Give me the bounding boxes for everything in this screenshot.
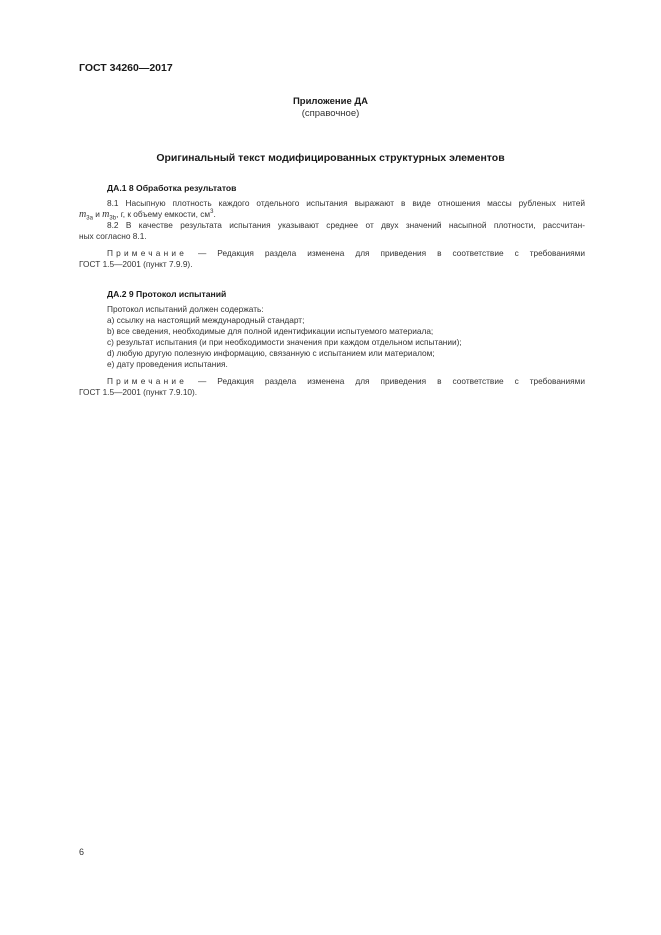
document-id: ГОСТ 34260—2017: [79, 62, 173, 74]
note-1-line2: ГОСТ 1.5—2001 (пункт 7.9.9).: [79, 259, 193, 269]
mass-subscript-a: 3a: [86, 215, 93, 222]
protocol-intro: Протокол испытаний должен содержать:: [107, 304, 264, 314]
note-1-line1: [79, 248, 585, 259]
annex-subtitle: (справочное): [301, 108, 360, 119]
note-text: — Редакция раздела изменена для приведения в соответствие с требованиями: [187, 248, 585, 258]
paragraph-8-2-line1: 8.2 В качестве результата испытания указывают среднее от двух значений насыпной плотности, рассчитан-: [107, 220, 585, 230]
note-text: — Редакция раздела изменена для приведения в соответствие с требованиями: [187, 376, 585, 386]
note-2-line1: [79, 376, 585, 387]
main-title: Оригинальный текст модифицированных структурных элементов: [156, 152, 505, 164]
note-label: Примечание: [107, 248, 188, 258]
note-label: Примечание: [107, 376, 188, 386]
unit-text: , г, к объему емкости, см: [116, 209, 211, 219]
section-1: [79, 183, 585, 270]
paragraph-8-2-line2: ных согласно 8.1.: [79, 231, 147, 241]
period: .: [213, 209, 216, 219]
section-2: [79, 289, 585, 398]
mass-subscript-b: 3b: [109, 215, 117, 222]
list-item-a: a) ссылку на настоящий международный стандарт;: [107, 315, 305, 325]
list-item-d: d) любую другую полезную информацию, связанную с испытанием или материалом;: [107, 348, 435, 358]
annex-title: Приложение ДА: [292, 96, 369, 107]
section-1-heading: ДА.1 8 Обработка результатов: [107, 183, 237, 193]
note-2-line2: ГОСТ 1.5—2001 (пункт 7.9.10).: [79, 387, 198, 397]
list-item-e: e) дату проведения испытания.: [107, 359, 228, 369]
page-number: 6: [79, 847, 85, 857]
section-2-heading: ДА.2 9 Протокол испытаний: [107, 289, 227, 299]
mass-symbol-b: m: [102, 209, 110, 220]
paragraph-8-1-line2: [79, 209, 585, 220]
mass-symbol-a: m: [79, 209, 87, 220]
unit-superscript: 3: [210, 209, 214, 216]
conjunction: и: [92, 209, 103, 219]
paragraph-8-1-line1: 8.1 Насыпную плотность каждого отдельного испытания выражают в виде отношения массы рубленых нитей: [107, 198, 585, 208]
list-item-c: c) результат испытания (и при необходимости значения при каждом отдельном испытании);: [107, 337, 462, 347]
annex-heading: [0, 96, 661, 120]
list-item-b: b) все сведения, необходимые для полной идентификации испытуемого материала;: [107, 326, 434, 336]
